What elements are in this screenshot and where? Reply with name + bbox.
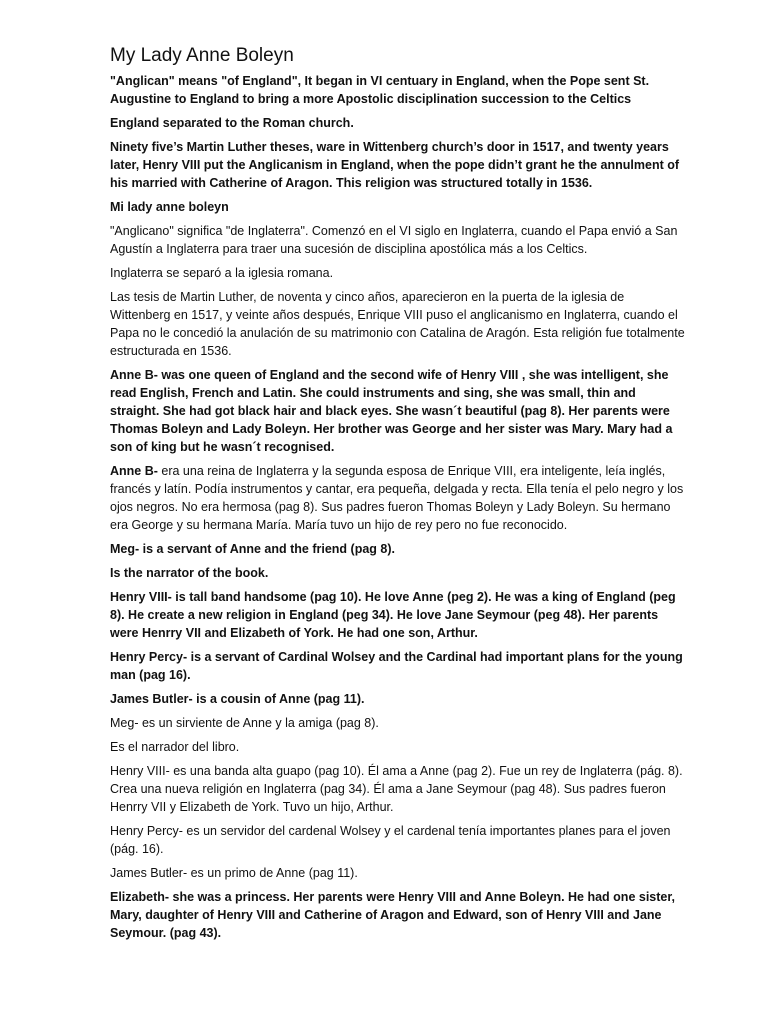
- paragraph: Anne B- was one queen of England and the second wife of Henry VIII , she was intelligent, she read English, French and Latin. She could instruments and sing, she was small, thin and straight. She had got black hair and black eyes. She wasn´t beautiful (pag 8). Her parents were Thomas Boleyn and Lady Boleyn. Her brother was George and her sister was Mary. Mary had a son of king but he wasn´t recognised.: [110, 368, 673, 454]
- paragraph: "Anglicano" significa "de Inglaterra". Comenzó en el VI siglo en Inglaterra, cuando el Papa envió a San Agustín a Inglaterra para traer una sucesión de disciplina apostólica más a los Celtics.: [110, 224, 678, 256]
- paragraph: James Butler- is a cousin of Anne (pag 11).: [110, 692, 365, 706]
- paragraph: Is the narrator of the book.: [110, 566, 269, 580]
- paragraph-lead: Anne B-: [110, 464, 158, 478]
- paragraph: Henry Percy- es un servidor del cardenal Wolsey y el cardenal tenía importantes planes para el joven (pág. 16).: [110, 824, 671, 856]
- paragraph: Es el narrador del libro.: [110, 740, 240, 754]
- paragraph: Ninety five’s Martin Luther theses, ware in Wittenberg church’s door in 1517, and twenty years later, Henry VIII put the Anglicanism in England, when the pope didn’t grant he the annulment of his married with Catherine of Aragon. This religion was structured totally in 1536.: [110, 140, 680, 190]
- page-title: My Lady Anne Boleyn: [110, 45, 294, 66]
- paragraph: Elizabeth- she was a princess. Her parents were Henry VIII and Anne Boleyn. He had one sister, Mary, daughter of Henry VIII and Catherine of Aragon and Edward, son of Henry VIII and Jane Seymour. (pag 43).: [110, 890, 676, 940]
- paragraph: [110, 462, 688, 534]
- paragraph: Henry VIII- es una banda alta guapo (pag 10). Él ama a Anne (pag 2). Fue un rey de Inglaterra (pág. 8). Crea una nueva religión en Inglaterra (pag 34). Él ama a Jane Seymour (pag 48). Sus padres fueron Henrry VII y Elizabeth de York. Tuvo un hijo, Arthur.: [110, 764, 683, 814]
- paragraph: Meg- is a servant of Anne and the friend (pag 8).: [110, 542, 395, 556]
- paragraph: Henry Percy- is a servant of Cardinal Wolsey and the Cardinal had important plans for the young man (pag 16).: [110, 650, 683, 682]
- paragraph: Mi lady anne boleyn: [110, 200, 229, 214]
- paragraph: "Anglican" means "of England", It began in VI centuary in England, when the Pope sent St. Augustine to England to bring a more Apostolic disciplination succession to the Celtics: [110, 74, 650, 106]
- paragraph: Henry VIII- is tall band handsome (pag 10). He love Anne (peg 2). He was a king of England (peg 8). He create a new religion in England (peg 34). He love Jane Seymour (peg 48). Her parents were Henrry VII and Elizabeth of York. He had one son, Arthur.: [110, 590, 676, 640]
- paragraph: James Butler- es un primo de Anne (pag 11).: [110, 866, 358, 880]
- paragraph: Meg- es un sirviente de Anne y la amiga (pag 8).: [110, 716, 379, 730]
- paragraph: England separated to the Roman church.: [110, 116, 354, 130]
- paragraph: Las tesis de Martin Luther, de noventa y cinco años, aparecieron en la puerta de la iglesia de Wittenberg en 1517, y veinte años después, Enrique VIII puso el anglicanismo en Inglaterra, cuando el Papa no le concedió la anulación de su matrimonio con Catalina de Aragón. Esta religión fue totalmente estructurada en 1536.: [110, 290, 685, 358]
- paragraph: Inglaterra se separó a la iglesia romana.: [110, 266, 334, 280]
- paragraph-body: era una reina de Inglaterra y la segunda esposa de Enrique VIII, era inteligente, leía inglés, francés y latín. Podía instrumentos y cantar, era pequeña, delgada y recta. Ella tenía el pelo negro y los ojos negros. No era hermosa (pag 8). Sus padres fueron Thomas Boleyn y Lady Boleyn. Su hermano era George y su hermana María. María tuvo un hijo de rey pero no fue reconocido.: [110, 464, 684, 532]
